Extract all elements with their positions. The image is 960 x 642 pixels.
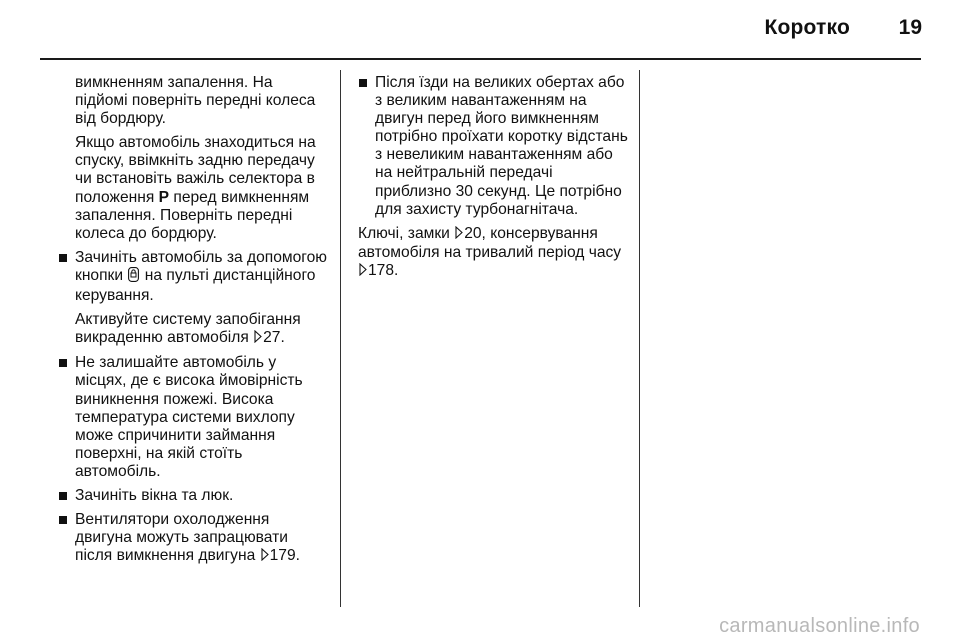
reference-arrow-icon xyxy=(261,548,269,566)
list-item: Не залишайте автомобіль у місцях, де є висока ймовірність виникнення пожежі. Висока температура системи вихлопу може спричинити займання поверхні, на якій стоїть автомобіль. xyxy=(58,354,328,481)
key-lock-icon xyxy=(128,267,139,287)
page-number: 19 xyxy=(898,16,922,39)
watermark: carmanualsonline.info xyxy=(719,615,920,637)
paragraph-antitheft: Активуйте систему запобігання викраденню автомобіля 27. xyxy=(58,311,328,348)
square-bullet-icon xyxy=(59,359,67,367)
right-column xyxy=(358,74,628,287)
left-column xyxy=(58,74,328,572)
selector-position-p: P xyxy=(158,188,170,206)
paragraph-continuation: вимкненням запалення. На підйомі поверніть передні колеса від бордюру. xyxy=(75,74,316,128)
square-bullet-icon xyxy=(59,492,67,500)
list-item: Після їзди на великих обертах або з великим навантаженням на двигун перед його вимкненням потрібно проїхати коротку відстань з невеликим навантаженням або на нейтральній передачі приблизно 30 секунд. Це потрібно для захисту турбонагнітача. xyxy=(358,74,628,219)
paragraph-references: Ключі, замки 20, консервування автомобіля на тривалий період часу 178. xyxy=(358,225,628,281)
reference-arrow-icon xyxy=(254,330,262,348)
cross-reference-link[interactable]: 27. xyxy=(263,329,285,347)
list-item: Зачиніть вікна та люк. xyxy=(58,487,328,505)
header-rule xyxy=(40,58,921,60)
column-divider-right xyxy=(639,70,640,607)
column-divider-left xyxy=(340,70,341,607)
reference-arrow-icon xyxy=(359,263,367,281)
square-bullet-icon xyxy=(359,79,367,87)
square-bullet-icon xyxy=(59,254,67,262)
cross-reference-link[interactable]: 178. xyxy=(368,261,399,279)
cross-reference-link[interactable]: 20, консервування автомобіля на тривалий період часу xyxy=(358,224,622,261)
list-item: Зачиніть автомобіль за допомогою кнопки на пульті дистанційного керування. xyxy=(58,249,328,305)
list-item: Вентилятори охолодження двигуна можуть запрацювати після вимкнення двигуна 179. xyxy=(58,511,328,566)
section-title: Коротко xyxy=(764,16,850,39)
square-bullet-icon xyxy=(59,516,67,524)
cross-reference-link[interactable]: 179. xyxy=(269,547,300,565)
reference-arrow-icon xyxy=(455,226,463,244)
paragraph-downhill: Якщо автомобіль знаходиться на спуску, ввімкніть задню передачу чи встановіть важіль селектора в положення P перед вимкненням запалення. Поверніть передні колеса до бордюру. xyxy=(75,134,316,242)
